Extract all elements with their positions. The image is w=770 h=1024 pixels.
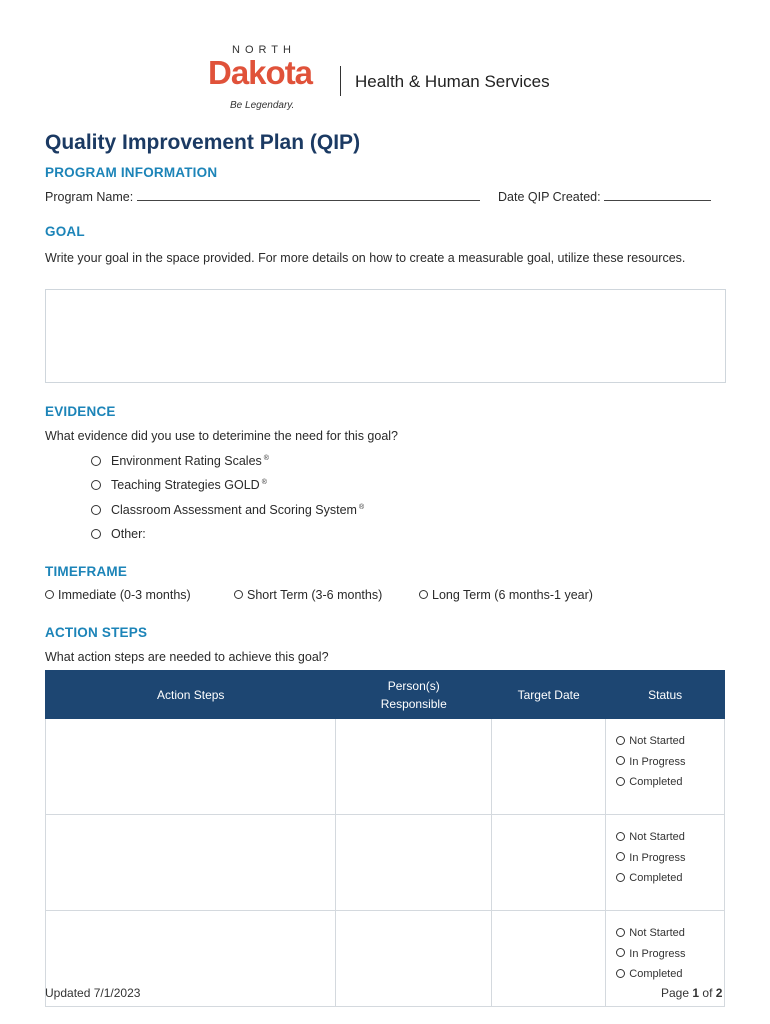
program-info-heading: PROGRAM INFORMATION xyxy=(45,165,218,180)
goal-instructions: Write your goal in the space provided. For more details on how to create a measurable goal, utilize these resources. xyxy=(45,251,686,265)
evidence-option-ers[interactable]: Environment Rating Scales ® xyxy=(91,454,269,468)
nd-hhs-logo xyxy=(208,44,568,116)
persons-responsible-cell[interactable] xyxy=(336,815,492,911)
timeframe-heading: TIMEFRAME xyxy=(45,564,128,579)
footer-page-number: Page 1 of 2 xyxy=(661,986,723,1000)
target-date-cell[interactable] xyxy=(492,719,606,815)
logo-divider xyxy=(340,66,341,96)
timeframe-option-short[interactable]: Short Term (3-6 months) xyxy=(234,588,382,602)
status-cell xyxy=(606,719,725,815)
status-cell xyxy=(606,815,725,911)
radio-icon[interactable] xyxy=(91,505,101,515)
status-option-not-started[interactable]: Not Started xyxy=(616,731,724,752)
persons-responsible-cell[interactable] xyxy=(336,911,492,1007)
radio-icon[interactable] xyxy=(616,756,625,765)
evidence-option-gold[interactable]: Teaching Strategies GOLD ® xyxy=(91,478,267,492)
radio-icon[interactable] xyxy=(616,969,625,978)
persons-responsible-cell[interactable] xyxy=(336,719,492,815)
evidence-option-other[interactable]: Other: xyxy=(91,527,146,541)
table-row xyxy=(46,911,725,1007)
program-name-field[interactable] xyxy=(45,190,480,204)
logo-dakota: Dakota xyxy=(208,54,313,91)
radio-icon[interactable] xyxy=(616,928,625,937)
program-name-line[interactable] xyxy=(137,190,480,201)
status-option-in-progress[interactable]: In Progress xyxy=(616,752,724,773)
action-step-cell[interactable] xyxy=(46,815,336,911)
col-persons-responsible: Person(s) Responsible xyxy=(336,671,492,719)
goal-heading: GOAL xyxy=(45,224,85,239)
table-row xyxy=(46,815,725,911)
target-date-cell[interactable] xyxy=(492,815,606,911)
evidence-heading: EVIDENCE xyxy=(45,404,116,419)
status-option-in-progress[interactable]: In Progress xyxy=(616,944,724,965)
table-row xyxy=(46,719,725,815)
col-status: Status xyxy=(606,671,725,719)
status-option-completed[interactable]: Completed xyxy=(616,772,724,793)
target-date-cell[interactable] xyxy=(492,911,606,1007)
goal-input-box[interactable] xyxy=(45,289,726,383)
radio-icon[interactable] xyxy=(616,873,625,882)
program-name-label: Program Name: xyxy=(45,190,134,204)
radio-icon[interactable] xyxy=(616,852,625,861)
col-target-date: Target Date xyxy=(492,671,606,719)
radio-icon[interactable] xyxy=(616,948,625,957)
status-option-not-started[interactable]: Not Started xyxy=(616,923,724,944)
logo-tagline: Be Legendary. xyxy=(230,100,295,111)
date-created-label: Date QIP Created: xyxy=(498,190,601,204)
evidence-option-class[interactable]: Classroom Assessment and Scoring System ® xyxy=(91,503,364,517)
page-title: Quality Improvement Plan (QIP) xyxy=(45,131,361,154)
logo-department: Health & Human Services xyxy=(355,72,550,91)
radio-icon[interactable] xyxy=(616,736,625,745)
status-option-not-started[interactable]: Not Started xyxy=(616,827,724,848)
footer-updated: Updated 7/1/2023 xyxy=(45,986,141,1000)
status-option-completed[interactable]: Completed xyxy=(616,964,724,985)
timeframe-option-immediate[interactable]: Immediate (0-3 months) xyxy=(45,588,191,602)
date-created-field[interactable] xyxy=(498,190,711,204)
action-steps-question: What action steps are needed to achieve this goal? xyxy=(45,650,329,664)
col-action-steps: Action Steps xyxy=(46,671,336,719)
table-header-row xyxy=(46,671,725,719)
radio-icon[interactable] xyxy=(616,777,625,786)
radio-icon[interactable] xyxy=(419,590,428,599)
radio-icon[interactable] xyxy=(45,590,54,599)
action-steps-table xyxy=(45,670,725,1007)
evidence-question: What evidence did you use to deterimine the need for this goal? xyxy=(45,429,398,443)
radio-icon[interactable] xyxy=(616,832,625,841)
radio-icon[interactable] xyxy=(91,456,101,466)
radio-icon[interactable] xyxy=(91,480,101,490)
logo-north: NORTH xyxy=(232,44,296,56)
radio-icon[interactable] xyxy=(234,590,243,599)
status-option-in-progress[interactable]: In Progress xyxy=(616,848,724,869)
timeframe-option-long[interactable]: Long Term (6 months-1 year) xyxy=(419,588,593,602)
action-steps-heading: ACTION STEPS xyxy=(45,625,148,640)
action-step-cell[interactable] xyxy=(46,719,336,815)
radio-icon[interactable] xyxy=(91,529,101,539)
date-created-line[interactable] xyxy=(604,190,711,201)
status-option-completed[interactable]: Completed xyxy=(616,868,724,889)
